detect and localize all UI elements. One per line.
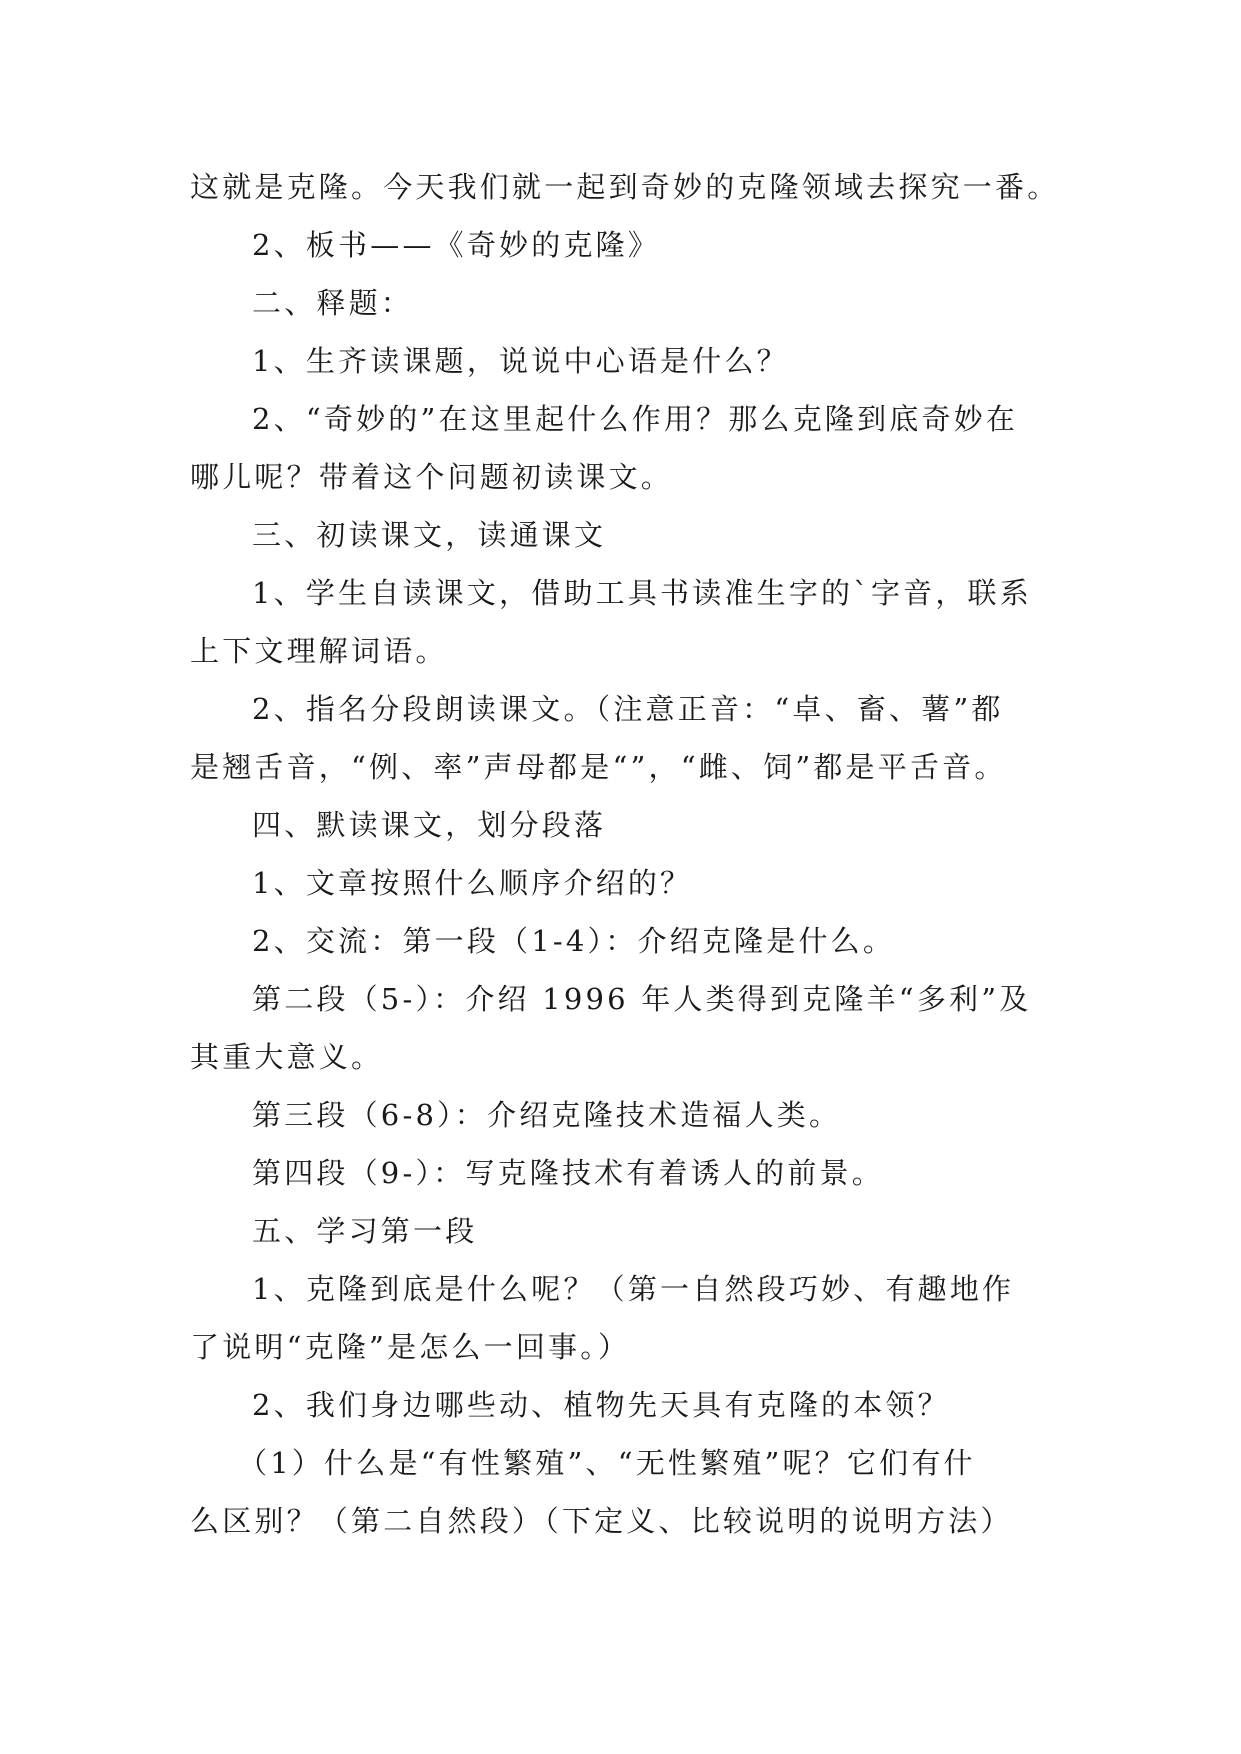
text-line: 2、指名分段朗读课文。（注意正音：“卓、畜、薯”都 [252,692,1004,726]
section-heading: 二、释题： [252,286,414,320]
text-line: 第四段（9-）：写克隆技术有着诱人的前景。 [252,1156,884,1190]
text-line: 这就是克隆。今天我们就一起到奇妙的克隆领域去探究一番。 [190,170,1060,204]
text-line: 么区别？（第二自然段）（下定义、比较说明的说明方法） [190,1504,1013,1538]
text-line: 哪儿呢？带着这个问题初读课文。 [190,460,674,494]
text-line: 是翘舌音，“例、率”声母都是“”，“雌、饲”都是平舌音。 [190,750,1007,784]
text-line: 1、克隆到底是什么呢？（第一自然段巧妙、有趣地作 [252,1272,1015,1306]
text-line: 上下文理解词语。 [190,634,448,668]
text-line: 2、我们身边哪些动、植物先天具有克隆的本领？ [252,1388,950,1422]
text-line: 2、交流：第一段（1-4）：介绍克隆是什么。 [252,924,896,958]
text-line: （1）什么是“有性繁殖”、“无性繁殖”呢？它们有什 [238,1446,976,1480]
section-heading: 三、初读课文，读通课文 [252,518,607,552]
text-line: 1、学生自读课文，借助工具书读准生字的`字音，联系 [252,576,1032,610]
text-line: 第三段（6-8）：介绍克隆技术造福人类。 [252,1098,842,1132]
text-line: 2、板书——《奇妙的克隆》 [252,228,661,262]
section-heading: 四、默读课文，划分段落 [252,808,607,842]
text-line: 第二段（5-）：介绍 1996 年人类得到克隆羊“多利”及 [252,982,1032,1016]
text-line: 1、生齐读课题，说说中心语是什么？ [252,344,789,378]
text-line: 其重大意义。 [190,1040,384,1074]
section-heading: 五、学习第一段 [252,1214,478,1248]
document-body [190,158,1090,1550]
text-line: 2、“奇妙的”在这里起什么作用？那么克隆到底奇妙在 [252,402,1019,436]
text-line: 了说明“克隆”是怎么一回事。） [190,1330,631,1364]
text-line: 1、文章按照什么顺序介绍的？ [252,866,693,900]
